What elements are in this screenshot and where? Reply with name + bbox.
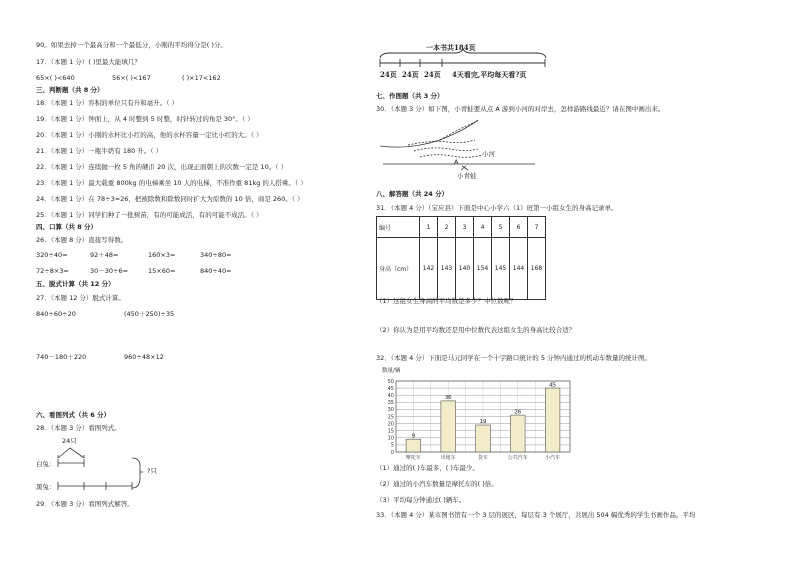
diagram-black-label: 黑兔： <box>36 483 56 491</box>
oral-item: 30－30÷6= <box>90 267 129 275</box>
q31-title: 31．（本题 4 分）（宝应县）下面是中心小学六（1）班第一小组女生的身高记录单。 <box>376 204 618 212</box>
data-label: 19 <box>479 419 487 426</box>
q32-sub-1: （1）通过的( )车最多，( )车最少。 <box>376 464 479 472</box>
table-cell: 6 <box>510 217 528 238</box>
section-6-heading: 六、看图列式（共 6 分） <box>36 411 111 419</box>
bar <box>476 425 491 452</box>
oral-item: 92＋48= <box>90 251 119 259</box>
x-tick-label: 货车 <box>477 455 489 461</box>
oral-item: 15×60= <box>148 267 176 275</box>
oral-item: 320÷40= <box>36 251 68 259</box>
section-5-heading: 五、脱式计算（共 12 分） <box>36 280 115 288</box>
q23: 23．（本题 1 分）最大载重 800kg 的电梯乘坐 10 人的电梯，不准作重 81kg 的人搭乘。（ ） <box>36 179 307 187</box>
x-tick-label: 出租车 <box>440 455 456 461</box>
q19: 19．（本题 1 分）钟面上，从 4 时整到 5 时整，时针转过的角是 30°。（ ） <box>36 115 254 123</box>
book-rest: 4天看完,平均每天看?页 <box>452 70 527 79</box>
q29-title: 29．（本题 3 分）看图列式解答。 <box>36 500 134 508</box>
q32-sub-2: （2）通过的小汽车数量是摩托车的( )倍。 <box>376 480 498 488</box>
x-tick-label: 小汽车 <box>545 455 561 461</box>
q33-title: 33．（本题 4 分）某市图书馆有一个 3 层的展区，每层有 3 个展厅，共展出 504 幅优秀的学生书画作品。平均 <box>376 511 696 519</box>
y-tick-label: 45 <box>387 385 394 392</box>
table-cell: 5 <box>492 217 510 238</box>
q17-title: 17．（本题 1 分）( )里最大能填几？ <box>36 58 141 66</box>
diagram-white-label: 白兔： <box>36 460 56 468</box>
table-cell: 2 <box>438 217 456 238</box>
bar <box>545 388 560 452</box>
q24: 24．（本题 1 分）在 78÷3=26，把被除数和除数同时扩大为原数的 10 倍，商是 260。（ ） <box>36 195 304 203</box>
table-header-id: 编号 <box>377 217 420 238</box>
calc-item: 840÷60÷20 <box>36 310 76 318</box>
point-a-label: A <box>454 158 459 166</box>
book-seg-1: 24页 <box>380 70 397 79</box>
y-tick-label: 20 <box>387 421 394 428</box>
table-cell: 1 <box>420 217 438 238</box>
q17-item-1: 65×( )<640 <box>36 74 75 82</box>
table-cell: 7 <box>528 217 546 238</box>
y-tick-label: 25 <box>387 414 394 421</box>
table-cell: 140 <box>456 238 474 300</box>
book-title: 一本书共184页 <box>426 43 476 52</box>
q17-item-3: ( )×17<162 <box>182 74 221 82</box>
table-cell: 4 <box>474 217 492 238</box>
q27-title: 27．（本题 12 分）脱式计算。 <box>36 294 125 302</box>
y-tick-label: 50 <box>387 378 394 385</box>
data-label: 26 <box>514 409 522 416</box>
oral-item: 340÷80= <box>200 251 232 259</box>
y-tick-label: 0 <box>390 449 394 456</box>
q30-title: 30．（本题 3 分）如下图，小青蛙要从点 A 游到小河的对岸去，怎样游路线最近？请在图中画出来。 <box>376 105 665 113</box>
q28-title: 28．（本题 3 分）看图列式。 <box>36 424 121 432</box>
oral-item: 72÷8×3= <box>36 267 69 275</box>
height-table <box>376 216 546 300</box>
y-tick-label: 40 <box>387 393 394 399</box>
diagram-top-label: 24只 <box>62 437 77 445</box>
section-7-heading: 七、作图题（共 3 分） <box>376 92 444 100</box>
calc-item: 740－180＋220 <box>36 353 87 361</box>
q31-sub-2: （2）你认为是用平均数还是用中位数代表这组女生的身高比较合适？ <box>376 326 576 334</box>
section-3-heading: 三、判断题（共 8 分） <box>36 86 104 94</box>
q32-sub-3: （3）平均每分钟通过( )辆车。 <box>376 496 466 504</box>
bar <box>510 415 525 452</box>
frog-label: 小青蛙 <box>457 172 477 180</box>
q17-item-2: 56×( )<167 <box>112 74 151 82</box>
book-seg-3: 24页 <box>424 70 441 79</box>
q21: 21．（本题 1 分）一瓶牛奶有 180 升。（ ） <box>36 147 163 155</box>
vehicle-bar-chart <box>376 373 576 463</box>
chart-ylabel: 数量/辆 <box>382 368 401 374</box>
y-tick-label: 10 <box>387 435 394 442</box>
bar <box>441 401 456 452</box>
q31-sub-1: （1）这组女生身高的平均数是多少？中位数呢？ <box>376 297 517 305</box>
q22: 22．（本题 1 分）连续抛一枚 5 角的硬币 20 次，出现正面朝上的次数一定是 10。（ ） <box>36 163 288 171</box>
table-cell: 144 <box>510 238 528 300</box>
q25: 25．（本题 1 分）同学们种了一批树苗，有的可能成活，有的可能不成活。（ ） <box>36 211 263 219</box>
table-cell: 3 <box>456 217 474 238</box>
table-cell: 143 <box>438 238 456 300</box>
oral-item: 160×3= <box>148 251 176 259</box>
table-cell: 168 <box>528 238 546 300</box>
calc-item: 960÷48×12 <box>124 353 164 361</box>
data-label: 45 <box>549 382 557 389</box>
q20: 20．（本题 1 分）小刚的水杯比小红的高，他的水杯容量一定比小红的大。（ ） <box>36 131 263 139</box>
calc-item: (450＋250)÷35 <box>124 310 175 318</box>
diagram-question-label: ?只 <box>147 467 157 475</box>
q18: 18．（本题 1 分）容积的单位只有升和毫升。（ ） <box>36 99 179 107</box>
oral-item: 840÷40= <box>200 267 232 275</box>
data-label: 9 <box>411 433 416 440</box>
x-tick-label: 公共汽车 <box>507 455 528 461</box>
y-tick-label: 30 <box>387 407 394 414</box>
y-tick-label: 15 <box>387 428 394 435</box>
y-tick-label: 5 <box>390 442 394 449</box>
section-8-heading: 八、解答题（共 24 分） <box>376 190 449 198</box>
q32-title: 32．（本题 4 分）下面是马元同学在一个十字路口统计的 5 分钟内通过的机动车数量的统计图。 <box>376 354 652 362</box>
y-tick-label: 35 <box>387 400 394 407</box>
section-4-heading: 四、口算（共 8 分） <box>36 223 98 231</box>
q16-tail: 90。如果去掉一个最高分和一个最低分，小刚的平均得分是( )分。 <box>36 41 227 49</box>
table-cell: 154 <box>474 238 492 300</box>
table-cell: 145 <box>492 238 510 300</box>
river-label: 小河 <box>482 150 495 158</box>
table-cell: 142 <box>420 238 438 300</box>
table-header-height: 身高（cm） <box>377 238 420 300</box>
bar <box>406 439 421 452</box>
q26-title: 26．（本题 8 分）直接写得数。 <box>36 236 128 244</box>
book-seg-2: 24页 <box>402 70 419 79</box>
x-tick-label: 摩托车 <box>405 455 421 461</box>
data-label: 36 <box>444 395 452 402</box>
